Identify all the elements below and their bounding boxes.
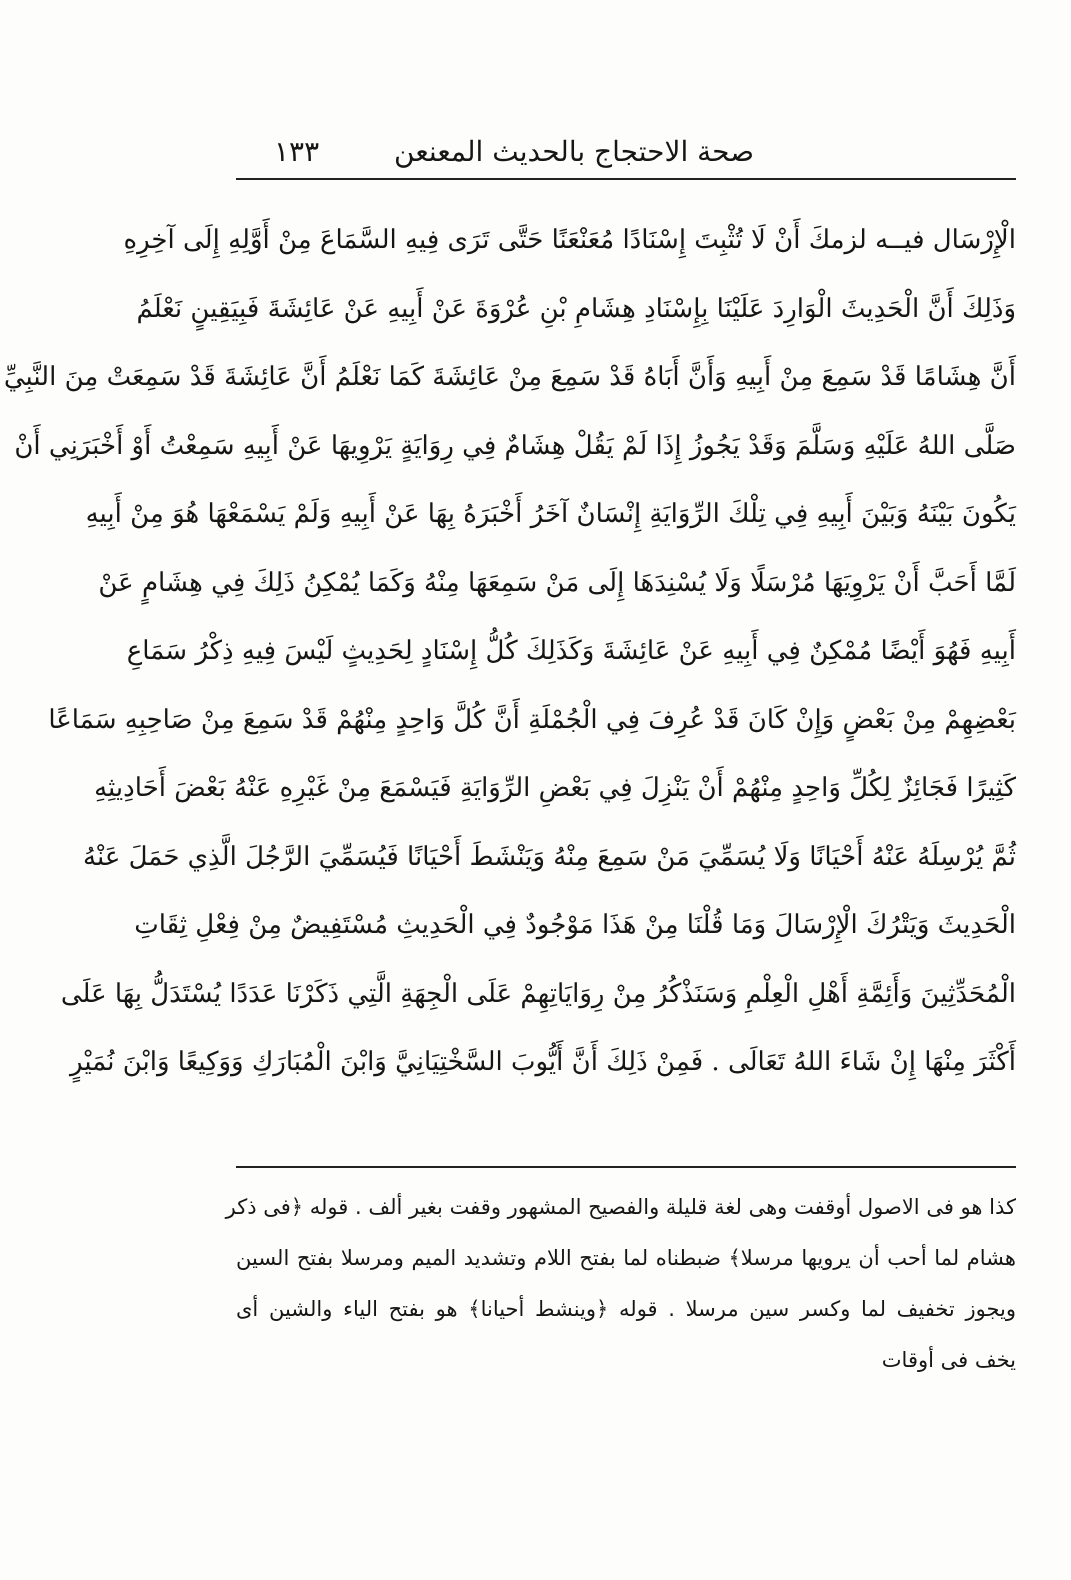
text-line: أَكْثَرَ مِنْهَا إِنْ شَاءَ اللهُ تَعَالَى . فَمِنْ ذَلِكَ أَنَّ أَيُّوبَ السَّخْتِيَانِيَّ وَابْنَ الْمُبَارَكِ وَوَكِيعًا وَابْنَ نُمَيْرٍ bbox=[69, 1047, 1016, 1077]
text-line: بَعْضِهِمْ مِنْ بَعْضٍ وَإِنْ كَانَ قَدْ عُرِفَ فِي الْجُمْلَةِ أَنَّ كُلَّ وَاحِدٍ مِنْهُمْ قَدْ سَمِعَ مِنْ صَاحِبِهِ سَمَاعًا bbox=[48, 704, 1016, 735]
text-line: أَنَّ هِشَامًا قَدْ سَمِعَ مِنْ أَبِيهِ وَأَنَّ أَبَاهُ قَدْ سَمِعَ مِنْ عَائِشَةَ كَمَا نَعْلَمُ أَنَّ عَائِشَةَ قَدْ سَمِعَتْ مِنَ النَّبِيِّ bbox=[3, 362, 1016, 392]
text-line: وَذَلِكَ أَنَّ الْحَدِيثَ الْوَارِدَ عَلَيْنَا بِإِسْنَادِ هِشَامِ بْنِ عُرْوَةَ عَنْ أَبِيهِ عَنْ عَائِشَةَ فَبِيَقِينٍ نَعْلَمُ bbox=[136, 293, 1016, 324]
footnotes bbox=[225, 1182, 1016, 1386]
running-title: صحة الاحتجاج بالحديث المعنعن bbox=[394, 135, 754, 168]
text-line: الْإِرْسَال فيــه لزمكَ أَنْ لَا تُثْبِتَ إِسْنَادًا مُعَنْعَنًا حَتَّى تَرَى فِيهِ السَّمَاعَ مِنْ أَوَّلِهِ إِلَى آخِرِهِ bbox=[123, 225, 1016, 255]
footnote-line: يخف فى أوقات bbox=[881, 1348, 1016, 1372]
text-line: كَثِيرًا فَجَائِزٌ لِكُلِّ وَاحِدٍ مِنْهُمْ أَنْ يَنْزِلَ فِي بَعْضِ الرِّوَايَةِ فَيَسْمَعَ مِنْ غَيْرِهِ عَنْهُ بَعْضَ أَحَادِيثِهِ bbox=[94, 773, 1016, 803]
header-divider bbox=[236, 178, 1016, 180]
text-line: الْمُحَدِّثِينَ وَأَئِمَّةِ أَهْلِ الْعِلْمِ وَسَنَذْكُرُ مِنْ رِوَايَاتِهِمْ عَلَى الْجِهَةِ الَّتِي ذَكَرْنَا عَدَدًا يُسْتَدَلُّ بِهَا عَلَى bbox=[60, 978, 1016, 1009]
text-line: لَمَّا أَحَبَّ أَنْ يَرْوِيَهَا مُرْسَلًا وَلَا يُسْنِدَهَا إِلَى مَنْ سَمِعَهَا مِنْهُ وَكَمَا يُمْكِنُ ذَلِكَ فِي هِشَامٍ عَنْ bbox=[98, 567, 1016, 598]
text-line: ثُمَّ يُرْسِلَهُ عَنْهُ أَحْيَانًا وَلَا يُسَمِّيَ مَنْ سَمِعَ مِنْهُ وَيَنْشَطَ أَحْيَانًا فَيُسَمِّيَ الرَّجُلَ الَّذِي حَمَلَ عَنْهُ bbox=[83, 841, 1016, 872]
text-line: أَبِيهِ فَهُوَ أَيْضًا مُمْكِنٌ فِي أَبِيهِ عَنْ عَائِشَةَ وَكَذَلِكَ كُلُّ إِسْنَادٍ لِحَدِيثٍ لَيْسَ فِيهِ ذِكْرُ سَمَاعِ bbox=[126, 636, 1016, 666]
footnote-line: ويجوز تخفيف لما وكسر سين مرسلا . قوله ﴿وينشط أحيانا﴾ هو بفتح الياء والشين أى bbox=[236, 1297, 1016, 1321]
text-line: صَلَّى اللهُ عَلَيْهِ وَسَلَّمَ وَقَدْ يَجُوزُ إِذَا لَمْ يَقُلْ هِشَامٌ فِي رِوَايَةٍ يَرْوِيهَا عَنْ أَبِيهِ سَمِعْتُ أَوْ أَخْبَرَنِي أَنْ bbox=[14, 430, 1016, 461]
page-header bbox=[236, 132, 1016, 178]
page-number: ١٣٣ bbox=[274, 135, 320, 168]
footnote-divider bbox=[236, 1166, 1016, 1168]
footnote-line: كذا هو فى الاصول أوقفت وهى لغة قليلة والفصيح المشهور وقفت بغير ألف . قوله ﴿فى ذكر bbox=[225, 1195, 1016, 1219]
text-line: الْحَدِيثَ وَيَتْرُكَ الْإِرْسَالَ وَمَا قُلْنَا مِنْ هَذَا مَوْجُودٌ فِي الْحَدِيثِ مُسْتَفِيضٌ مِنْ فِعْلِ ثِقَاتِ bbox=[134, 910, 1016, 940]
text-line: يَكُونَ بَيْنَهُ وَبَيْنَ أَبِيهِ فِي تِلْكَ الرِّوَايَةِ إِنْسَانٌ آخَرُ أَخْبَرَهُ بِهَا عَنْ أَبِيهِ وَلَمْ يَسْمَعْهَا هُوَ مِنْ أَبِيهِ bbox=[85, 499, 1016, 529]
main-text bbox=[3, 206, 1016, 1097]
footnote-line: هشام لما أحب أن يرويها مرسلا﴾ ضبطناه لما بفتح اللام وتشديد الميم ومرسلا بفتح السين bbox=[236, 1246, 1016, 1270]
